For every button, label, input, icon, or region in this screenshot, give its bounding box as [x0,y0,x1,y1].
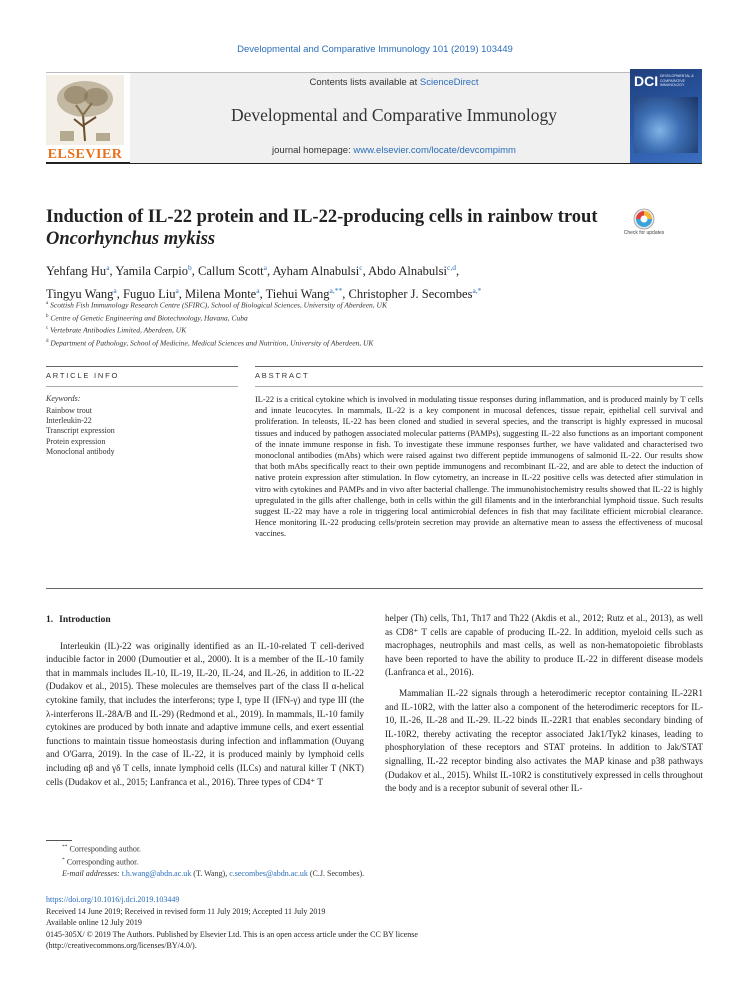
journal-cover[interactable] [630,69,702,163]
author-affiliation-mark[interactable]: c,d [446,263,456,272]
author-name[interactable]: Fuguo Liu [123,287,176,302]
body-column-right [385,612,703,803]
author-name[interactable]: Yamila Carpio [115,264,189,279]
section-heading-introduction [46,614,364,628]
cover-title: DEVELOPMENTAL & COMPARATIVE IMMUNOLOGY [660,74,694,87]
footnote-corresponding-1 [46,855,702,868]
affiliation-mark: d [46,338,49,344]
authors-line-2: Tingyu Wang$^a$, Fuguo Liu$^a$, Milena Monte$^a$, Tiehui Wang$^{a,**}$, Christopher J. Secombes$^{a,*}$ [46,286,482,302]
email-label: E-mail addresses: [62,869,120,879]
license-line-2[interactable]: (http://creativecommons.org/licenses/BY/4.0/). [46,941,197,950]
article-title-block [46,206,606,250]
footnote-text-1: Corresponding author. [66,857,139,867]
elsevier-logo [46,75,124,163]
author-affiliation-mark[interactable]: c [359,263,363,272]
keyword-list [46,406,115,457]
email-name-secombes: (C.J. Secombes). [309,869,365,879]
keyword: Monoclonal antibody [46,446,115,456]
contents-box [130,73,658,163]
author-affiliation-mark[interactable]: a,* [472,286,482,296]
author-name[interactable]: Tingyu Wang [46,287,114,302]
check-for-updates-label: Check for updates [623,230,665,236]
footnote-corresponding-2 [46,842,702,855]
footnote-mark-1: * [62,857,65,864]
affiliation-list [46,298,702,348]
affiliation-mark: b [46,313,49,319]
author-name[interactable]: Ayham Alnabulsi [272,264,360,279]
author-affiliation-mark[interactable]: a [113,286,117,296]
author-name[interactable]: Yehfang Hu [46,264,107,279]
keyword: Protein expression [46,436,106,446]
homepage-line [130,145,658,156]
license-line-1: 0145-305X/ © 2019 The Authors. Published by Elsevier Ltd. This is an open access article under the CC BY license [46,929,418,939]
email-name-wang: (T. Wang), [193,869,228,879]
elsevier-tree-icon [46,75,124,145]
affiliation-mark: c [46,326,49,331]
article-info-label: ARTICLE INFO [46,371,120,380]
author-affiliation-mark[interactable]: a [175,286,179,296]
keyword: Interleukin-22 [46,416,92,426]
intro-paragraph-1-cont: helper (Th) cells, Th1, Th17 and Th22 (Akdis et al., 2012; Rutz et al., 2013), as well as CD8⁺ T cells are capable of producing IL-22. In addition, myeloid cells such as macrophages, neutrophils and mast cells, as well as non-hematopoietic fibroblasts have been reported to have the ability to produce IL-22 in different disease models (Lanfranca et al., 2016). [385,613,703,678]
keyword: Rainbow trout [46,406,92,415]
publisher-name: ELSEVIER [47,147,123,162]
email-link-wang[interactable]: t.h.wang@abdn.ac.uk [121,869,192,879]
abstract-label: ABSTRACT [255,371,310,380]
affiliation [46,323,702,336]
affiliation-text: Centre of Genetic Engineering and Biotechnology, Havana, Cuba [48,313,248,322]
article-info-rule [46,366,238,367]
received-dates: Received 14 June 2019; Received in revised form 11 July 2019; Accepted 11 July 2019 [46,906,326,916]
doi-link[interactable]: https://doi.org/10.1016/j.dci.2019.103449 [46,895,180,904]
footnote-text-2: Corresponding author. [69,844,142,854]
section-title: Introduction [59,615,111,625]
title-line-2: Oncorhynchus mykiss [46,229,216,249]
author-name[interactable]: Christopher J. Secombes [348,287,473,302]
intro-paragraph-1: Interleukin (IL)-22 was originally identified as an IL-10-related T cell-derived inducible factor in 2000 (Dumoutier et al., 2000). It is a member of the IL-10 family that in mammals includes IL-10, IL-19, IL-20, IL-24, and IL-26, in addition to IL-22 (Dudakov et al., 2015). These molecules are themselves part of the class II α-helical cytokine family, that includes the interferons; type I, type II (IFN-γ) and type III (the λ-interferons IL-28A/B and IL-29) (Redmond et al., 2019). In mammals, IL-10 family cytokines are produced by both innate and adaptive immune cells, and exert essential functions to maintain tissue homeostasis during infection and inflammation (Ouyang and O'Garra, 2019). In the case of IL-22, it is produced mainly by lymphoid cells including αβ and γδ T cells, innate lymphoid cells (ILCs) and natural killer T (NKT) cells (Dudakov et al., 2015; Lanfranca et al., 2016). Three types of CD4⁺ T [46,640,364,787]
article-title [46,206,606,250]
author-affiliation-mark[interactable]: a [256,286,260,296]
author-affiliation-mark[interactable]: a,** [329,286,343,296]
abstract-rule [255,366,703,367]
journal-homepage-link[interactable]: www.elsevier.com/locate/devcompimm [353,145,516,156]
journal-header [46,72,702,164]
publication-info [46,894,702,952]
affiliation-text: Scottish Fish Immunology Research Centre (SFIRC), School of Biological Sciences, University of Aberdeen, UK [48,300,387,310]
footnotes [46,842,702,880]
contents-line [130,77,658,88]
contents-prefix: Contents lists available at [309,77,420,88]
online-date: Available online 12 July 2019 [46,918,142,927]
keywords-heading: Keywords: [46,394,81,403]
cover-art [634,97,698,153]
author-name[interactable]: Tiehui Wang [265,287,330,302]
journal-citation-link[interactable]: Developmental and Comparative Immunology 101 (2019) 103449 [237,44,513,55]
footnote-rule [46,840,72,841]
author-name[interactable]: Abdo Alnabulsi [368,264,447,279]
authors-line-1: Yehfang Hu$^a$, Yamila Carpio$^b$, Callum Scott$^a$, Ayham Alnabulsi$^c$, Abdo Alnabulsi$^{c,d}$, [46,263,460,279]
author-affiliation-mark[interactable]: a [106,263,110,272]
footnote-mark-2: ** [62,844,68,850]
email-link-secombes[interactable]: c.secombes@abdn.ac.uk [229,869,308,879]
affiliation-text: Department of Pathology, School of Medicine, Medical Sciences and Nutrition, University of Aberdeen, UK [48,338,374,347]
check-for-updates-badge[interactable] [622,208,666,244]
journal-title: Developmental and Comparative Immunology [230,105,558,125]
intro-paragraph-2: Mammalian IL-22 signals through a heterodimeric receptor containing IL-22R1 and IL-10R2, with the latter also a component of the heterodimeric receptors for IL-10, IL-26, IL-28 and IL-29. IL-22 binds IL-22R1 that enables secondary binding of IL-10R2, thereby activating the receptor associated Jak1/Tyk2 kinases, leading to phosphorylation of these receptors and STAT proteins. In addition to Jak/STAT signalling, IL-22 receptor binding also activates the MAP kinase and p38 pathways (Dudakov et al., 2015). Whilst IL-10R2 is constitutively expressed in cells throughout the body and is a receptor subunit of several other IL- [385,687,703,794]
abstract-bottom-rule [46,588,703,589]
author-name[interactable]: Milena Monte [185,287,257,302]
abstract-text: IL-22 is a critical cytokine which is involved in modulating tissue responses during inflammation, and is produced mainly by T cells and innate leucocytes. In mammals, IL-22 is a key component in mucosal defences, tissue repair, epithelial cell survival and proliferation. In teleosts, IL-22 has been cloned and studied in several species, and the transcript is highly expressed in mucosal tissues and induced by pathogen associated molecular patterns (PAMPs), suggesting IL-22 also functions as an important component of the innate immune response in fish. To investigate these immune responses further, we have validated and characterised two monoclonal antibodies (mAbs) which were raised against two different peptide immunogens of salmonid IL-22. Our results show that both mAbs specifically react to their own peptide immunogens and recombinant IL-22, and are able to detect the induction of native protein expression after stimulation. In flow cytometry, an increase in IL-22 positive cells was detected after stimulation in vitro with cytokines and PAMPs and in vivo after bacterial challenge. The immunohistochemistry results showed that IL-22 is highly upregulated in the gills after challenge, both in cells within the gill filaments and in the interbranchial lymphoid tissue. Such results suggest IL-22 may have a role in triggering local antimicrobial defences in fish that may facilitate efficient microbial clearance. Hence monitoring IL-22 producing cells/protein secretion may provide an alternative mean to assess the effectiveness of mucosal vaccines. [255,395,703,539]
author-affiliation-mark[interactable]: a [263,263,267,272]
body-column-left [46,614,364,796]
author-name[interactable]: Callum Scott [198,264,264,279]
footnote-emails [46,868,702,880]
section-number: 1. [46,615,54,625]
affiliation-text: Vertebrate Antibodies Limited, Aberdeen, UK [48,325,187,335]
title-line-1: Induction of IL-22 protein and IL-22-producing cells in rainbow trout [46,207,598,227]
affiliation [46,311,702,324]
affiliation-mark: a [46,301,49,306]
cover-abbrev: DCI [634,73,659,89]
sciencedirect-link[interactable]: ScienceDirect [419,77,479,88]
affiliation [46,336,702,349]
abstract-subrule [255,386,703,387]
article-info-subrule [46,386,238,387]
affiliation [46,298,702,311]
keyword: Transcript expression [46,426,115,436]
homepage-prefix: journal homepage: [272,145,354,156]
author-affiliation-mark[interactable]: b [188,263,192,272]
check-for-updates-icon [622,208,666,230]
